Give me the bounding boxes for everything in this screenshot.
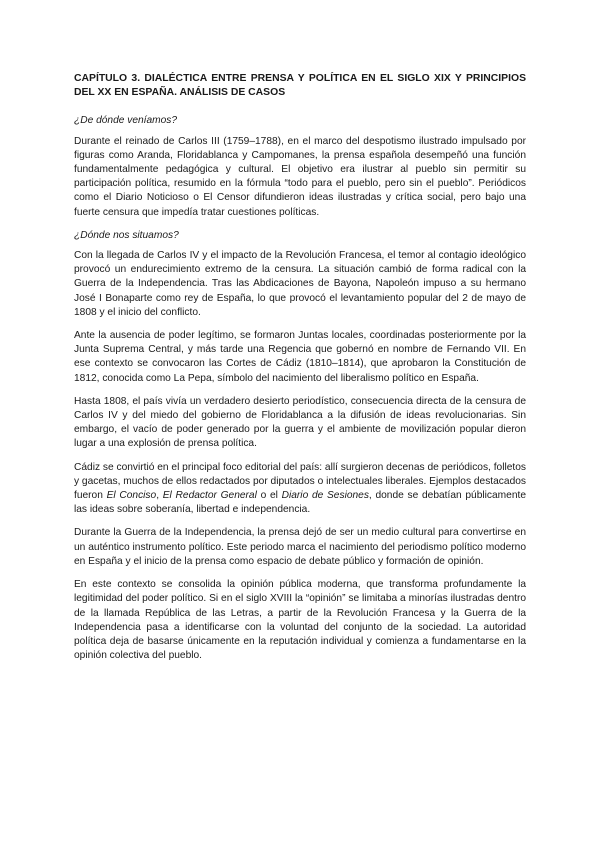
chapter-title: CAPÍTULO 3. DIALÉCTICA ENTRE PRENSA Y POLÍTICA EN EL SIGLO XIX Y PRINCIPIOS DEL XX EN ESPAÑA. ANÁLISIS DE CASOS [74, 73, 526, 99]
document-page [74, 72, 526, 672]
newspaper-title-diario: Diario de Sesiones [281, 490, 369, 502]
section-heading-context: ¿Dónde nos situamos? [74, 229, 179, 241]
paragraph-cadiz-press [74, 461, 526, 518]
paragraph-carlos-iv: Con la llegada de Carlos IV y el impacto de la Revolución Francesa, el temor al contagio ideológico provocó un endurecimiento extremo de la censura. La situación cambió de forma radical con la Guerra de la Independencia. Tras las Abdicaciones de Bayona, Napoleón impuso a su hermano José I Bonaparte como rey de España, lo que provocó el levantamiento popular del 2 de mayo de 1808 y el inicio del conflicto. [74, 250, 526, 318]
paragraph-press-desert: Hasta 1808, el país vivía un verdadero desierto periodístico, consecuencia directa de la censura de Carlos IV y del miedo del gobierno de Floridablanca a la difusión de ideas revolucionarias. Sin embargo, el vacío de poder generado por la guerra y el ambiente de movilización popular dieron lugar a una explosión de prensa política. [74, 395, 526, 450]
text-run: , [156, 490, 163, 502]
paragraph-political-press: Durante la Guerra de la Independencia, la prensa dejó de ser un medio cultural para convertirse en un auténtico instrumento político. Este periodo marca el nacimiento del periodismo político moderno en España y el inicio de la prensa como espacio de debate público y formación de opinión. [74, 527, 526, 567]
text-run: , donde se debatían públicamente las ideas sobre soberanía, libertad e independencia. [74, 490, 526, 516]
paragraph-carlos-iii: Durante el reinado de Carlos III (1759–1788), en el marco del despotismo ilustrado impulsado por figuras como Aranda, Floridablanca y Campomanes, la prensa española desempeñó una función fundamentalmente pedagógica y cultural. El objetivo era ilustrar al pueblo sin permitir su participación política, resumido en la fórmula “todo para el pueblo, pero sin el pueblo”. Periódicos como el Diario Noticioso o El Censor difundieron ideas ilustradas y crítica social, pero bajo una fuerte censura que impedía tratar cuestiones políticas. [74, 135, 526, 218]
newspaper-title-redactor: El Redactor General [162, 490, 257, 502]
section-heading-origins: ¿De dónde veníamos? [74, 115, 178, 127]
text-run: o el [256, 490, 282, 502]
paragraph-public-opinion: En este contexto se consolida la opinión pública moderna, que transforma profundamente la legitimidad del poder político. Si en el siglo XVIII la “opinión” se limitaba a minorías ilustradas dentro de la llamada República de las Letras, a partir de la Revolución Francesa y la Guerra de la Independencia pasa a identificarse con la voluntad del conjunto de la sociedad. La autoridad política deja de basarse únicamente en la reputación individual y comienza a fundamentarse en la opinión colectiva del pueblo. [74, 579, 526, 662]
newspaper-title-conciso: El Conciso [106, 490, 157, 502]
text-run: Cádiz se convirtió en el principal foco editorial del país: allí surgieron decenas de periódicos, folletos y gacetas, muchos de ellos redactados por diputados o intelectuales liberales. Ejemplos destacados fueron [74, 461, 526, 502]
paragraph-cortes-cadiz: Ante la ausencia de poder legítimo, se formaron Juntas locales, coordinadas posteriormente por la Junta Suprema Central, y más tarde una Regencia que gobernó en nombre de Fernando VII. En ese contexto se convocaron las Cortes de Cádiz (1810–1814), que aprobaron la Constitución de 1812, conocida como La Pepa, símbolo del nacimiento del liberalismo político en España. [74, 330, 526, 384]
